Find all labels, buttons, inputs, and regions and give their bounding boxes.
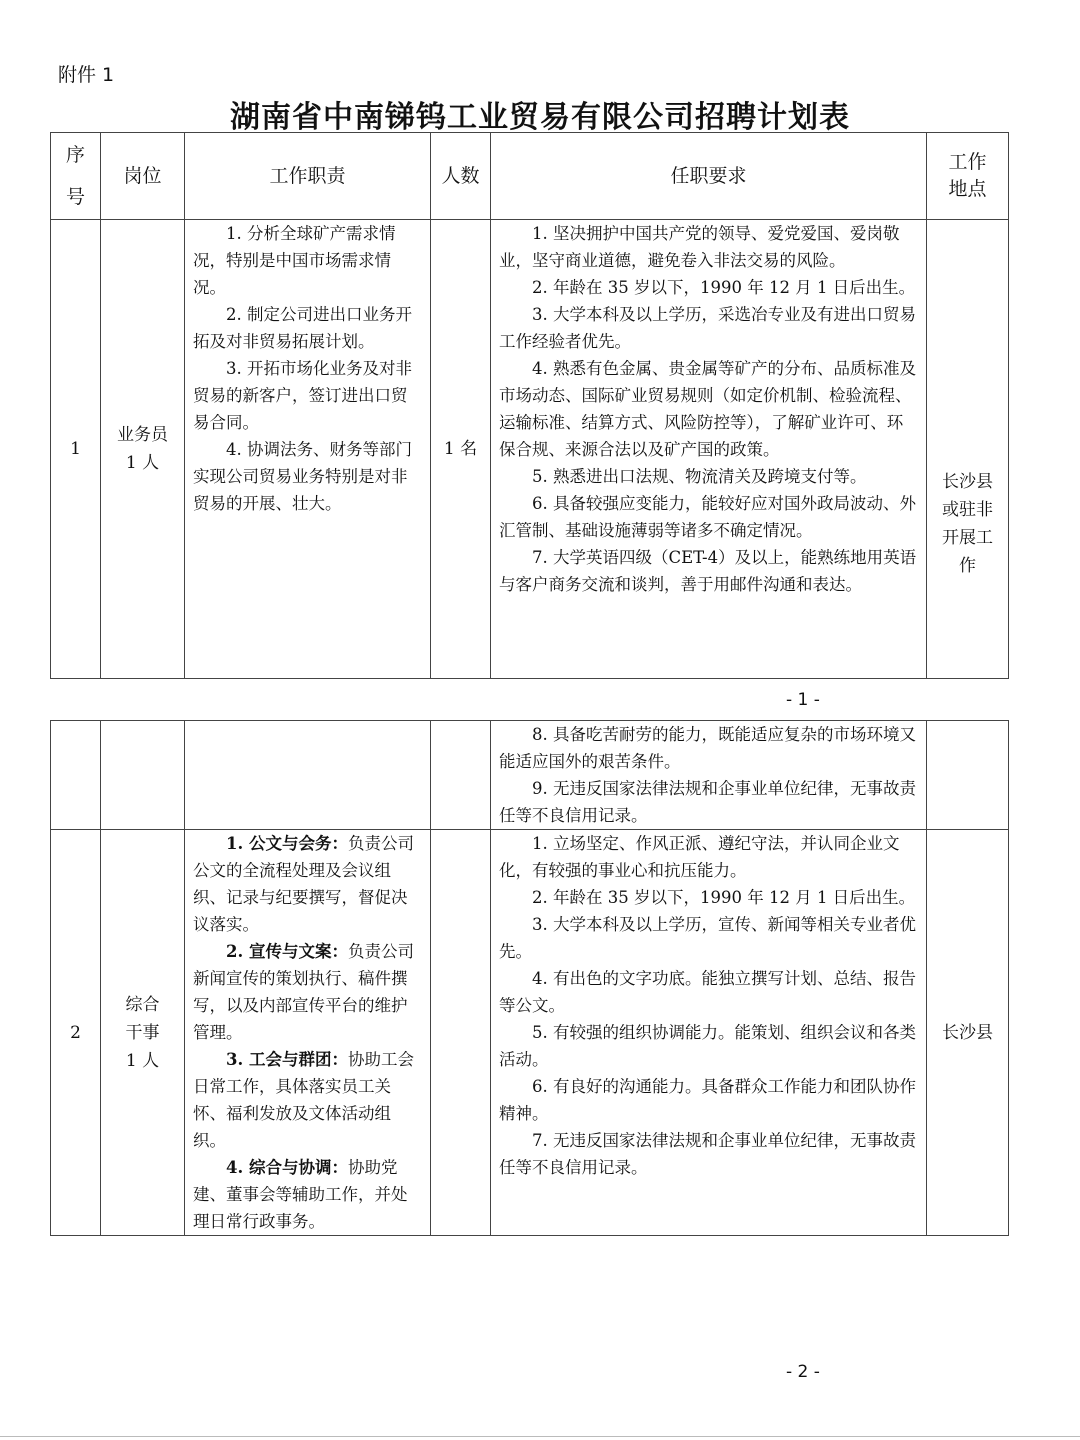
row1-duties: [185, 220, 431, 679]
row2-duty-1-head: 1. 公文与会务：: [226, 834, 348, 853]
table-header-row: [51, 133, 1009, 220]
row2-duty-1-text: 负责公司公文的全流程处理及会议组织、记录与纪要撰写，督促决议落实。: [193, 834, 414, 934]
table-row: [51, 830, 1009, 1236]
row1-req-1: 1. 坚决拥护中国共产党的领导、爱党爱国、爱岗敬业，坚守商业道德，避免卷入非法交易的风险。: [499, 224, 900, 270]
row1-req-8: 8. 具备吃苦耐劳的能力，既能适应复杂的市场环境又能适应国外的艰苦条件。: [499, 725, 916, 771]
row1-duty-3: 3. 开拓市场化业务及对非贸易的新客户，签订进出口贸易合同。: [193, 359, 412, 432]
row2-requirements: [491, 830, 927, 1236]
row1-req-9: 9. 无违反国家法律法规和企事业单位纪律，无事故责任等不良信用记录。: [499, 779, 916, 825]
recruitment-table-page2: [50, 720, 1009, 1236]
header-count: 人数: [431, 133, 491, 220]
page-number-2: - 2 -: [786, 1362, 820, 1382]
row2-req-7: 7. 无违反国家法律法规和企事业单位纪律，无事故责任等不良信用记录。: [499, 1131, 916, 1177]
row2-location: 长沙县: [927, 830, 1009, 1236]
row1-req-2: 2. 年龄在 35 岁以下，1990 年 12 月 1 日后出生。: [532, 278, 916, 297]
row2-duty-3-text: 协助工会日常工作，具体落实员工关怀、福利发放及文体活动组织。: [193, 1050, 414, 1150]
page-bottom-divider: [0, 1436, 1080, 1437]
row2-duty-2-head: 2. 宣传与文案：: [226, 942, 348, 961]
header-location: 工作 地点: [927, 133, 1009, 220]
row2-position: 综合 干事 1 人: [101, 830, 185, 1236]
row1-requirements: [491, 220, 927, 679]
cont-requirements: [491, 721, 927, 830]
row1-duty-2: 2. 制定公司进出口业务开拓及对非贸易拓展计划。: [193, 305, 412, 351]
attachment-label: 附件 1: [58, 64, 115, 86]
row2-duty-1: [193, 830, 422, 938]
row1-req-3: 3. 大学本科及以上学历，采选冶专业及有进出口贸易工作经验者优先。: [499, 305, 916, 351]
cont-count: [431, 721, 491, 830]
row2-req-5: 5. 有较强的组织协调能力。能策划、组织会议和各类活动。: [499, 1023, 916, 1069]
row2-req-3: 3. 大学本科及以上学历，宣传、新闻等相关专业者优先。: [499, 915, 916, 961]
row1-count: 1 名: [431, 220, 491, 679]
row2-duties: [185, 830, 431, 1236]
row2-req-1: 1. 立场坚定、作风正派、遵纪守法，并认同企业文化，有较强的事业心和抗压能力。: [499, 834, 900, 880]
row2-duty-4-head: 4. 综合与协调：: [226, 1158, 348, 1177]
row2-duty-4-text: 协助党建、董事会等辅助工作，并处理日常行政事务。: [193, 1158, 408, 1231]
header-requirements: 任职要求: [491, 133, 927, 220]
row1-location: 长沙县 或驻非 开展工 作: [927, 220, 1009, 679]
row1-seq: 1: [51, 220, 101, 679]
row1-req-7: 7. 大学英语四级（CET-4）及以上，能熟练地用英语与客户商务交流和谈判，善于用邮件沟通和表达。: [499, 548, 917, 594]
row2-req-6: 6. 有良好的沟通能力。具备群众工作能力和团队协作精神。: [499, 1077, 916, 1123]
table-row: [51, 220, 1009, 679]
cont-seq: [51, 721, 101, 830]
header-duties: 工作职责: [185, 133, 431, 220]
row1-duty-4: 4. 协调法务、财务等部门实现公司贸易业务特别是对非贸易的开展、壮大。: [193, 440, 412, 513]
cont-duties: [185, 721, 431, 830]
row1-req-4: 4. 熟悉有色金属、贵金属等矿产的分布、品质标准及市场动态、国际矿业贸易规则（如定价机制、检验流程、运输标准、结算方式、风险防控等），了解矿业许可、环保合规、来源合法以及矿产国的政策。: [499, 359, 916, 459]
row1-duty-1: 1. 分析全球矿产需求情况，特别是中国市场需求情况。: [193, 224, 396, 297]
row2-duty-4: [193, 1154, 422, 1235]
recruitment-table-page1: [50, 132, 1009, 679]
row1-req-6: 6. 具备较强应变能力，能较好应对国外政局波动、外汇管制、基础设施薄弱等诸多不确定情况。: [499, 494, 916, 540]
row2-duty-3: [193, 1046, 422, 1154]
row2-count: [431, 830, 491, 1236]
row1-req-5: 5. 熟悉进出口法规、物流清关及跨境支付等。: [532, 467, 867, 486]
row2-duty-3-head: 3. 工会与群团：: [226, 1050, 348, 1069]
row2-duty-2-text: 负责公司新闻宣传的策划执行、稿件撰写，以及内部宣传平台的维护管理。: [193, 942, 414, 1042]
document-title: 湖南省中南锑钨工业贸易有限公司招聘计划表: [230, 100, 850, 135]
cont-location: [927, 721, 1009, 830]
row2-duty-2: [193, 938, 422, 1046]
table-row-continuation: [51, 721, 1009, 830]
cont-position: [101, 721, 185, 830]
header-position: 岗位: [101, 133, 185, 220]
page-number-1: - 1 -: [786, 690, 820, 710]
row2-req-2: 2. 年龄在 35 岁以下，1990 年 12 月 1 日后出生。: [532, 888, 916, 907]
row2-req-4: 4. 有出色的文字功底。能独立撰写计划、总结、报告等公文。: [499, 969, 916, 1015]
row2-seq: 2: [51, 830, 101, 1236]
row1-position: 业务员 1 人: [101, 220, 185, 679]
header-seq: 序 号: [51, 133, 101, 220]
